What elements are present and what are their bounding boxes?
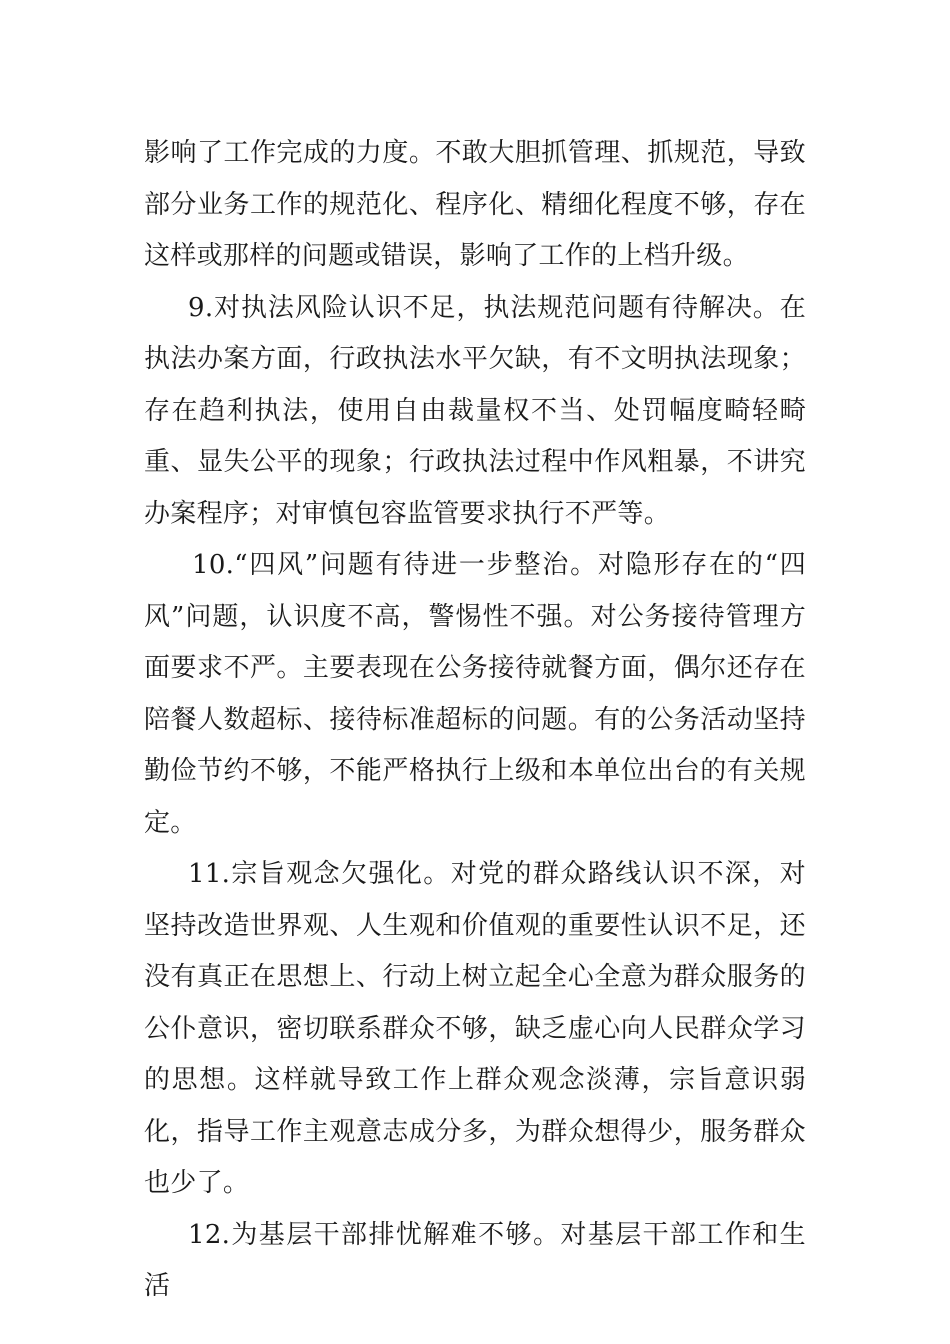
document-body: [144, 128, 806, 1313]
paragraph-item-11: 11.宗旨观念欠强化。对党的群众路线认识不深，对坚持改造世界观、人生观和价值观的重要性认识不足，还没有真正在思想上、行动上树立起全心全意为群众服务的公仆意识，密切联系群众不够，缺乏虚心向人民群众学习的思想。这样就导致工作上群众观念淡薄，宗旨意识弱化，指导工作主观意志成分多，为群众想得少，服务群众也少了。: [144, 859, 806, 1198]
paragraph-item-10: 10.“四风”问题有待进一步整治。对隐形存在的“四风”问题，认识度不高，警惕性不强。对公务接待管理方面要求不严。主要表现在公务接待就餐方面，偶尔还存在陪餐人数超标、接待标准超标的问题。有的公务活动坚持勤俭节约不够，不能严格执行上级和本单位出台的有关规定。: [144, 550, 806, 838]
paragraph-continuation: 影响了工作完成的力度。不敢大胆抓管理、抓规范，导致部分业务工作的规范化、程序化、精细化程度不够，存在这样或那样的问题或错误，影响了工作的上档升级。: [144, 138, 806, 271]
paragraph-item-9: 9.对执法风险认识不足，执法规范问题有待解决。在执法办案方面，行政执法水平欠缺，有不文明执法现象；存在趋利执法，使用自由裁量权不当、处罚幅度畸轻畸重、显失公平的现象；行政执法过程中作风粗暴，不讲究办案程序；对审慎包容监管要求执行不严等。: [144, 292, 806, 529]
paragraph-item-12: 12.为基层干部排忧解难不够。对基层干部工作和生活: [144, 1219, 806, 1301]
